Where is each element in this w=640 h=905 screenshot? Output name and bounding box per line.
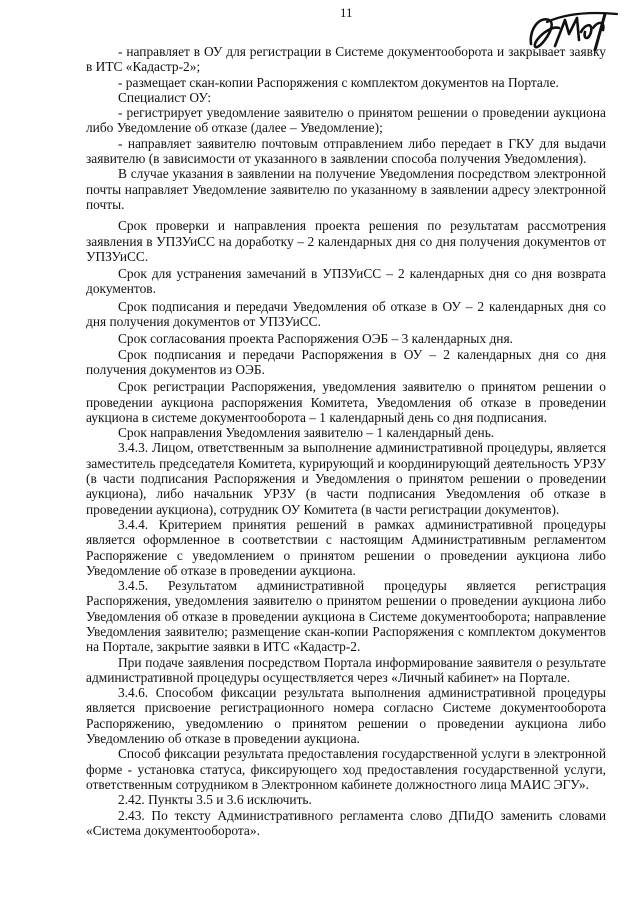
paragraph: Способ фиксации результата предоставления государственной услуги в электронной форме - установка статуса, фиксирующего ход предоставления государственной услуги, ответственным сотрудником в Электронном кабинете должностного лица МАИС ЭГУ». xyxy=(86,746,606,792)
paragraph: 3.4.6. Способом фиксации результата выполнения административной процедуры является присвоение регистрационного номера согласно Системе документооборота Распоряжению, уведомлению о принятом решении о проведении аукциона либо Уведомлению об отказе в проведении аукциона. xyxy=(86,685,606,747)
paragraph: Срок подписания и передачи Распоряжения в ОУ – 2 календарных дня со дня получения документов из ОЭБ. xyxy=(86,346,606,377)
paragraph: 2.42. Пункты 3.5 и 3.6 исключить. xyxy=(118,792,312,808)
body-text xyxy=(86,44,606,838)
paragraph: В случае указания в заявлении на получение Уведомления посредством электронной почты направляет Уведомление заявителю по указанному в заявлении адресу электронной почты. xyxy=(86,166,606,212)
paragraph: - регистрирует уведомление заявителю о принятом решении о проведении аукциона либо Уведомление об отказе (далее – Уведомление); xyxy=(86,105,606,136)
paragraph: Срок регистрации Распоряжения, уведомления заявителю о принятом решении о проведении аукциона распоряжения Комитета, Уведомления об отказе в проведении аукциона в системе документооборота – 1 календарный день со дня подписания. xyxy=(86,379,606,425)
paragraph: 3.4.5. Результатом административной процедуры является регистрация Распоряжения, уведомления заявителю о принятом решении о проведении аукциона либо Уведомления об отказе в проведении аукциона в Системе документооборота; направление Уведомления заявителю; размещение скан-копии Распоряжения с комплектом документов на Портале, закрытие заявки в ИТС «Кадастр-2. xyxy=(86,578,606,655)
page-number: 11 xyxy=(340,5,353,20)
paragraph: - направляет в ОУ для регистрации в Системе документооборота и закрывает заявку в ИТС «Кадастр-2»; xyxy=(86,44,606,75)
paragraph: Срок проверки и направления проекта решения по результатам рассмотрения заявления в УПЗУиСС на доработку – 2 календарных дня со дня получения документов от УПЗУиСС. xyxy=(86,218,606,264)
paragraph: 2.43. По тексту Административного регламента слово ДПиДО заменить словами «Система документооборота». xyxy=(86,807,606,838)
paragraph: При подаче заявления посредством Портала информирование заявителя о результате административной процедуры осуществляется через «Личный кабинет» на Портале. xyxy=(86,654,606,685)
paragraph: Срок подписания и передачи Уведомления об отказе в ОУ – 2 календарных дня со дня получения документов от УПЗУиСС. xyxy=(86,298,606,330)
paragraph: Срок направления Уведомления заявителю – 1 календарный день. xyxy=(118,425,495,441)
paragraph: - направляет заявителю почтовым отправлением либо передает в ГКУ для выдачи заявителю (в зависимости от указанного в заявлении способа получения Уведомления). xyxy=(86,135,606,167)
paragraph: - размещает скан-копии Распоряжения с комплектом документов на Портале. xyxy=(118,74,559,90)
paragraph: Срок для устранения замечаний в УПЗУиСС – 2 календарных дня со дня возврата документов. xyxy=(86,266,606,297)
paragraph: Специалист ОУ: xyxy=(118,89,212,105)
paragraph: Срок согласования проекта Распоряжения ОЭБ – 3 календарных дня. xyxy=(118,331,513,347)
paragraph: 3.4.3. Лицом, ответственным за выполнение административной процедуры, является заместитель председателя Комитета, курирующий и координирующий деятельность УРЗУ (в части подписания Распоряжения и Уведомления о принятом решении о проведении аукциона), либо начальник УРЗУ (в части подписания Уведомления об отказе в проведении аукциона), сотрудник ОУ Комитета (в части регистрации документов). xyxy=(86,440,606,517)
paragraph: 3.4.4. Критерием принятия решений в рамках административной процедуры является оформленное в соответствии с настоящим Административным регламентом Распоряжение с уведомлением о принятом решении о проведении аукциона либо Уведомление об отказе в проведении аукциона. xyxy=(86,516,606,578)
